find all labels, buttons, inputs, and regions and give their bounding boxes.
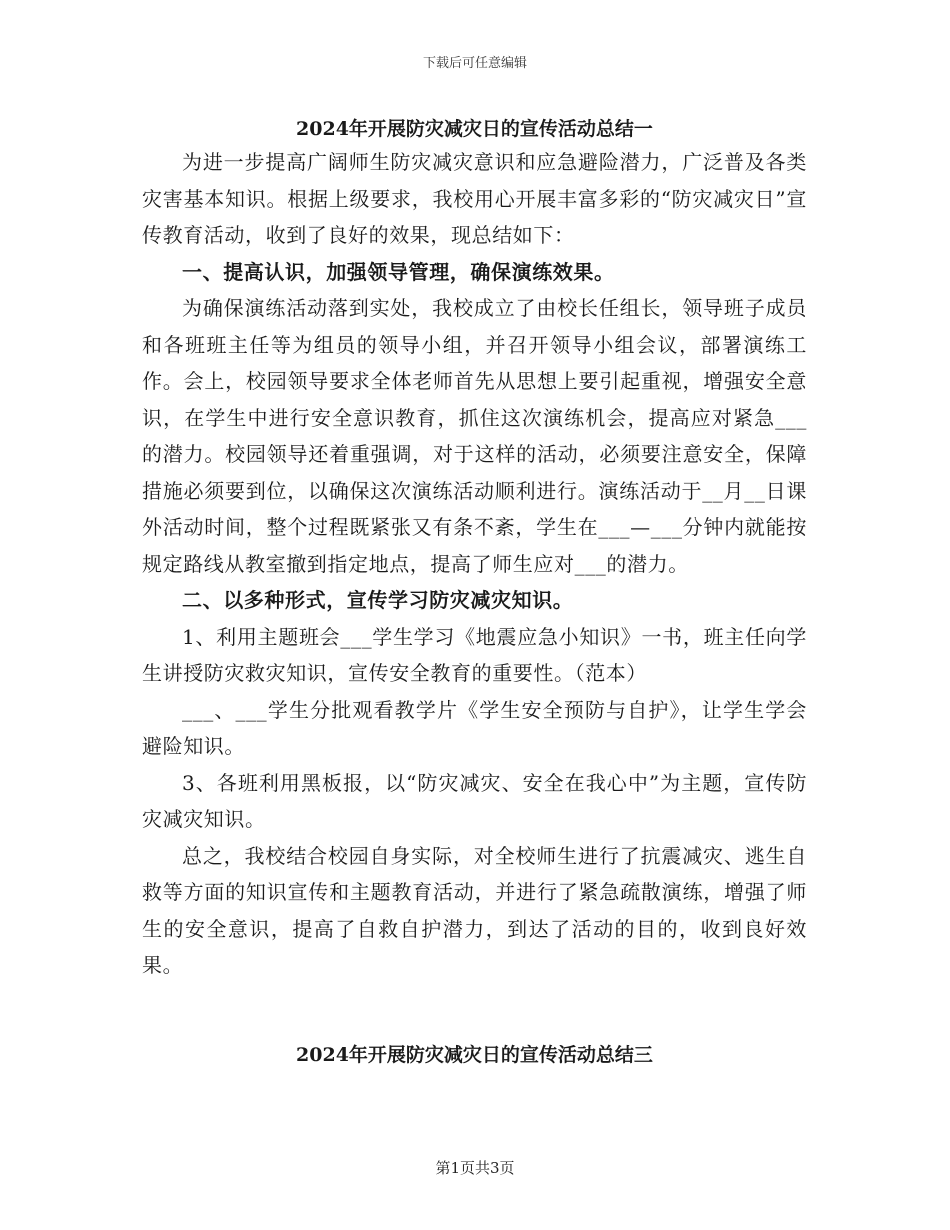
paragraph-item-2: ___、___学生分批观看教学片《学生安全预防与自护》，让学生学会避险知识。 [142, 697, 807, 758]
second-document-title: 2024年开展防灾减灾日的宣传活动总结三 [296, 1044, 653, 1066]
paragraph-item-1: 1、利用主题班会___学生学习《地震应急小知识》一书，班主任向学生讲授防灾救灾知识，宣传安全教育的重要性。（范本） [142, 624, 807, 685]
page-footer-number: 第1页共3页 [435, 1159, 515, 1177]
paragraph-conclusion: 总之，我校结合校园自身实际，对全校师生进行了抗震减灾、逃生自救等方面的知识宣传和主题教育活动，并进行了紧急疏散演练，增强了师生的安全意识，提高了自救自护潜力，到达了活动的目的，收到良好效果。 [142, 843, 807, 977]
paragraph-intro: 为进一步提高广阔师生防灾减灾意识和应急避险潜力，广泛普及各类灾害基本知识。根据上级要求，我校用心开展丰富多彩的“防灾减灾日”宣传教育活动，收到了良好的效果，现总结如下： [142, 150, 807, 247]
document-title: 2024年开展防灾减灾日的宣传活动总结一 [296, 118, 653, 140]
paragraph-item-3: 3、各班利用黑板报，以“防灾减灾、安全在我心中”为主题，宣传防灾减灾知识。 [142, 770, 807, 831]
section-heading-2: 二、以多种形式，宣传学习防灾减灾知识。 [182, 588, 574, 612]
page-header-note: 下载后可任意编辑 [422, 56, 527, 71]
paragraph-section-1: 为确保演练活动落到实处，我校成立了由校长任组长，领导班子成员和各班班主任等为组员的领导小组，并召开领导小组会议，部署演练工作。会上，校园领导要求全体老师首先从思想上要引起重视，增强安全意识，在学生中进行安全意识教育，抓住这次演练机会，提高应对紧急___的潜力。校园领导还着重强调，对于这样的活动，必须要注意安全，保障措施必须要到位，以确保这次演练活动顺利进行。演练活动于__月__日课外活动时间，整个过程既紧张又有条不紊，学生在___—___分钟内就能按规定路线从教室撤到指定地点，提高了师生应对___的潜力。 [142, 296, 807, 576]
section-heading-1: 一、提高认识，加强领导管理，确保演练效果。 [182, 259, 615, 284]
document-body [142, 114, 807, 984]
